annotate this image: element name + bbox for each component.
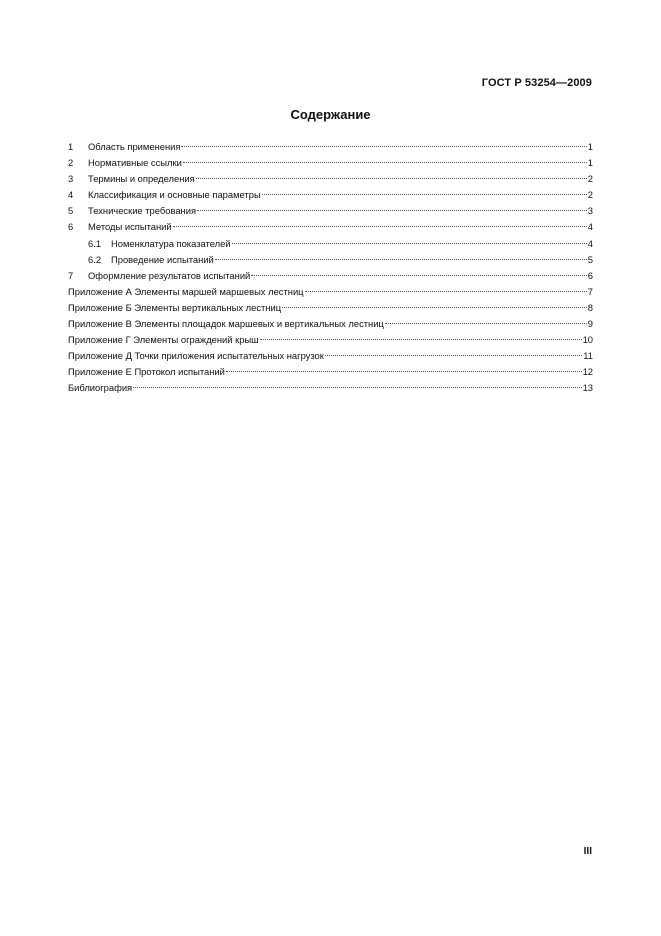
toc-entry-number: 6.1 <box>88 237 102 249</box>
toc-dot-leader <box>251 275 586 276</box>
toc-entry-label: Приложение В Элементы площадок маршевых и вертикальных лестниц <box>68 318 384 330</box>
toc-entry-page: 8 <box>587 301 593 313</box>
toc-dot-leader <box>232 243 587 244</box>
toc-dot-leader <box>282 307 587 308</box>
toc-dot-leader <box>173 226 587 227</box>
toc-entry-number: 6 <box>68 221 74 233</box>
toc-entry-page: 4 <box>587 237 593 249</box>
toc-entry-label: Библиография <box>68 382 133 394</box>
toc-entry-label: Оформление результатов испытаний <box>88 269 251 281</box>
toc-entry-page: 13 <box>582 382 593 394</box>
toc-entry <box>68 380 593 396</box>
document-code: ГОСТ Р 53254—2009 <box>481 77 592 89</box>
toc-entry <box>68 268 593 284</box>
toc-entry-label: Приложение Е Протокол испытаний <box>68 366 225 378</box>
toc-entry-label: Приложение Д Точки приложения испытательных нагрузок <box>68 350 324 362</box>
toc-entry-number: 7 <box>68 269 74 281</box>
toc-dot-leader <box>305 291 587 292</box>
toc-entry-label: Приложение Б Элементы вертикальных лестниц <box>68 301 282 313</box>
toc-entry-page: 11 <box>583 350 593 362</box>
toc-entry-page: 2 <box>587 189 593 201</box>
toc-dot-leader <box>181 146 586 147</box>
toc-entry-page: 6 <box>587 269 593 281</box>
toc-entry-number: 4 <box>68 189 74 201</box>
toc-entry <box>68 171 593 187</box>
toc-entry <box>68 187 593 203</box>
toc-entry-label: Нормативные ссылки <box>88 157 182 169</box>
toc-entry <box>68 155 593 171</box>
toc-title: Содержание <box>290 107 371 122</box>
toc-dot-leader <box>226 371 582 372</box>
toc-entry-page: 5 <box>587 253 593 265</box>
toc-entry-number: 1 <box>68 141 74 152</box>
toc-dot-leader <box>325 355 582 356</box>
toc-entry-number: 2 <box>68 157 74 169</box>
toc-dot-leader <box>262 194 587 195</box>
toc-entry <box>68 203 593 219</box>
toc-entry-label: Проведение испытаний <box>111 253 214 265</box>
toc-dot-leader <box>183 162 587 163</box>
toc-dot-leader <box>260 339 582 340</box>
toc-dot-leader <box>215 259 587 260</box>
toc-entry <box>68 364 593 380</box>
toc-entry <box>68 300 593 316</box>
toc-entry <box>68 236 593 252</box>
toc-entry-page: 4 <box>587 221 593 233</box>
toc-dot-leader <box>385 323 587 324</box>
toc-dot-leader <box>197 210 587 211</box>
page-number: III <box>583 846 592 857</box>
toc-entry-label: Область применения <box>88 141 181 152</box>
toc-entry-page: 7 <box>587 285 593 297</box>
toc-entry-page: 12 <box>582 366 593 378</box>
toc-entry-page: 10 <box>582 334 593 346</box>
toc-dot-leader <box>196 178 587 179</box>
toc-entry <box>68 139 593 155</box>
toc-entry-page: 1 <box>587 141 593 152</box>
toc-entry-page: 1 <box>587 157 593 169</box>
toc-entry-page: 3 <box>587 205 593 217</box>
toc-entry <box>68 332 593 348</box>
toc-entry-label: Методы испытаний <box>88 221 172 233</box>
toc-entry <box>68 219 593 235</box>
toc-entry-label: Приложение А Элементы маршей маршевых лестниц <box>68 285 304 297</box>
toc-entry-page: 2 <box>587 173 593 185</box>
toc-entry <box>68 348 593 364</box>
toc-entry <box>68 284 593 300</box>
table-of-contents <box>68 139 593 397</box>
toc-entry-number: 5 <box>68 205 74 217</box>
toc-entry <box>68 252 593 268</box>
toc-entry-label: Классификация и основные параметры <box>88 189 261 201</box>
toc-entry <box>68 316 593 332</box>
toc-entry-number: 6.2 <box>88 253 102 265</box>
toc-entry-label: Технические требования <box>88 205 197 217</box>
toc-entry-number: 3 <box>68 173 74 185</box>
toc-entry-label: Термины и определения <box>88 173 195 185</box>
toc-entry-page: 9 <box>587 318 593 330</box>
toc-entry-label: Номенклатура показателей <box>111 237 231 249</box>
toc-entry-label: Приложение Г Элементы ограждений крыш <box>68 334 259 346</box>
toc-dot-leader <box>133 387 581 388</box>
